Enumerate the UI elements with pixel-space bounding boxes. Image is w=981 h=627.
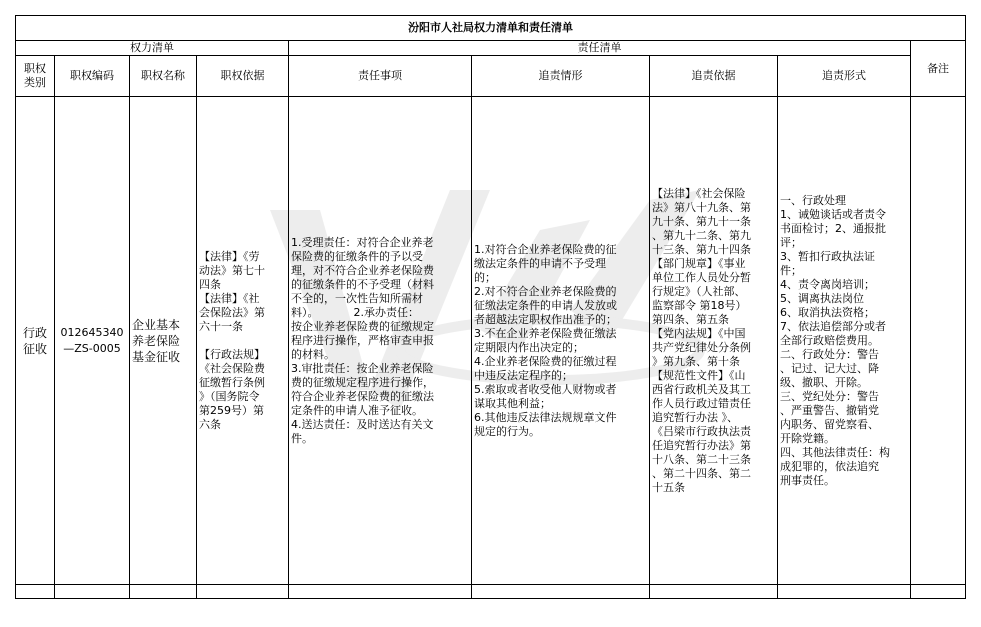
header-remarks: 备注 [911, 41, 966, 97]
header-matters: 责任事项 [289, 56, 472, 97]
group-header-responsibility: 责任清单 [289, 41, 911, 56]
header-basis: 职权依据 [197, 56, 289, 97]
header-name: 职权名称 [130, 56, 197, 97]
blank-row [16, 585, 966, 599]
header-code: 职权编码 [55, 56, 130, 97]
header-accountability-forms: 追责形式 [778, 56, 911, 97]
cell-remarks [911, 97, 966, 585]
cell-code: 012645340 —ZS-0005 [55, 97, 130, 585]
group-header-power: 权力清单 [16, 41, 289, 56]
header-accountability-cases: 追责情形 [472, 56, 650, 97]
cell-category: 行政 征收 [16, 97, 55, 585]
header-accountability-basis: 追责依据 [650, 56, 778, 97]
table-row [16, 97, 966, 585]
cell-accountability-forms: 一、行政处理 1、诫勉谈话或者责令 书面检讨；2、通报批 评； 3、暂扣行政执法证 件； 4、责令离岗培训； 5、调离执法岗位 6、取消执法资格； 7、依法追偿部分或者 全部行政赔偿费用。 二、行政处分：警告 、记过、记大过、降 级、撤职、开除。 三、党纪处分：警告 、严重警告、撤销党 内职务、留党察看、 开除党籍。 四、其他法律责任：构 成犯罪的，依法追究 刑事责任。 [778, 97, 911, 585]
cell-matters: 1.受理责任：对符合企业养老 保险费的征缴条件的予以受 理，对不符合企业养老保险费 的征缴条件的不予受理（材料 不全的，一次性告知所需材 料）。 2.承办责任： 按企业养老保险费的征缴规定 程序进行操作，严格审查申报 的材料。 3.审批责任：按企业养老保险 费的征缴规定程序进行操作， 符合企业养老保险费的征缴法 定条件的申请人准予征收。 4.送达责任：及时送达有关文 件。 [289, 97, 472, 585]
page-title: 汾阳市人社局权力清单和责任清单 [16, 16, 966, 41]
cell-basis: 【法律】《劳 动法》第七十 四条 【法律】《社 会保险法》第 六十一条 【行政法规】 《社会保险费 征缴暂行条例 》（国务院令 第259号）第 六条 [197, 97, 289, 585]
power-responsibility-table [15, 15, 966, 599]
cell-accountability-basis: 【法律】《社会保险 法》第八十九条、第 九十条、第九十一条 、第九十二条、第九 十三条、第九十四条 【部门规章】《事业 单位工作人员处分暂 行规定》（人社部、 监察部令 第18号） 第四条、第五条 【党内法规】《中国 共产党纪律处分条例 》第九条、第十条 【规范性文件】《山 西省行政机关及其工 作人员行政过错责任 追究暂行办法 》、 《吕梁市行政执法责 任追究暂行办法》第 十八条、第二十三条 、第二十四条、第二 十五条 [650, 97, 778, 585]
cell-name: 企业基本 养老保险 基金征收 [130, 97, 197, 585]
header-category: 职权 类别 [16, 56, 55, 97]
cell-accountability-cases: 1.对符合企业养老保险费的征 缴法定条件的申请不予受理 的； 2.对不符合企业养老保险费的 征缴法定条件的申请人发放或 者超越法定职权作出准予的； 3.不在企业养老保险费征缴法 定期限内作出决定的； 4.企业养老保险费的征缴过程 中违反法定程序的； 5.索取或者收受他人财物或者 谋取其他利益； 6.其他违反法律法规规章文件 规定的行为。 [472, 97, 650, 585]
